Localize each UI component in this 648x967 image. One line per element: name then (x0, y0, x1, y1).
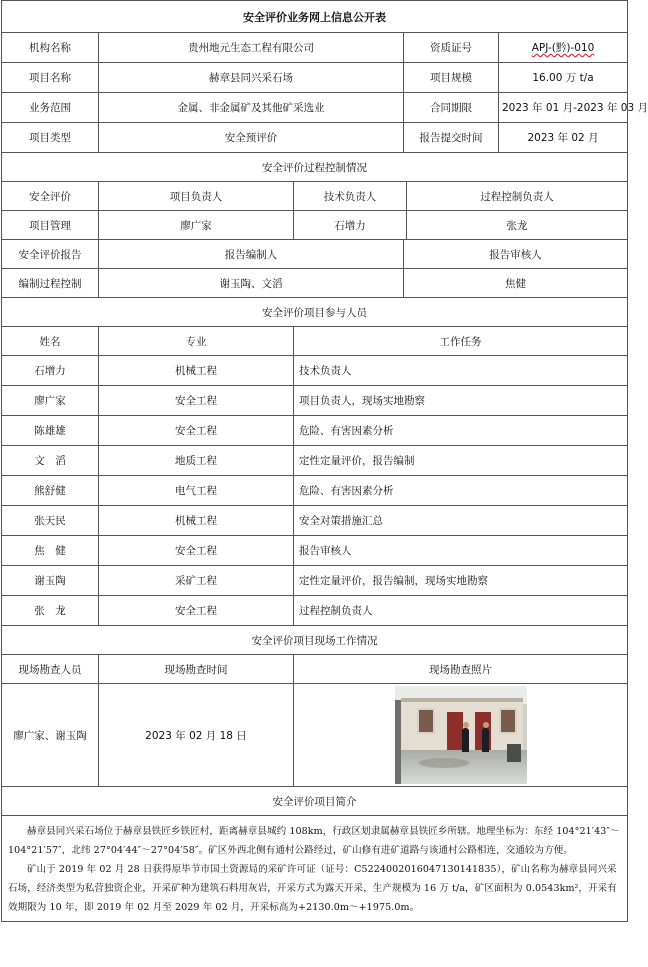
head-report-reviewer: 报告审核人 (404, 240, 628, 269)
project-value: 赫章县同兴采石场 (99, 63, 404, 93)
mgmt-label-1: 安全评价 (2, 182, 99, 211)
participant-task: 安全对策措施汇总 (294, 506, 628, 536)
head-tech-lead: 技术负责人 (294, 182, 407, 211)
period-label: 合同期限 (404, 93, 499, 123)
participant-major: 机械工程 (99, 356, 294, 386)
participant-name: 文 滔 (2, 446, 99, 476)
site-photo (395, 686, 527, 784)
scope-value: 金属、非金属矿及其他矿采选业 (99, 93, 404, 123)
val-process-lead: 张龙 (407, 211, 628, 240)
table-title: 安全评价业务网上信息公开表 (2, 1, 628, 33)
scale-label: 项目规模 (404, 63, 499, 93)
site-people: 廖广家、谢玉陶 (2, 684, 99, 787)
type-value: 安全预评价 (99, 123, 404, 153)
site-section-title: 安全评价项目现场工作情况 (2, 626, 628, 655)
org-label: 机构名称 (2, 33, 99, 63)
table-row (2, 386, 628, 416)
table-row (2, 356, 628, 386)
table-row (2, 566, 628, 596)
participant-name: 石增力 (2, 356, 99, 386)
val-report-reviewer: 焦健 (404, 269, 628, 298)
info-disclosure-page (1, 0, 648, 922)
scale-value: 16.00 万 t/a (499, 63, 628, 93)
participant-task: 报告审核人 (294, 536, 628, 566)
report-label-2: 编制过程控制 (2, 269, 99, 298)
summary-section-title: 安全评价项目简介 (2, 787, 628, 816)
disclosure-table (1, 0, 648, 922)
mgmt-label-2: 项目管理 (2, 211, 99, 240)
type-label: 项目类型 (2, 123, 99, 153)
participant-name: 谢玉陶 (2, 566, 99, 596)
participants-section-title: 安全评价项目参与人员 (2, 298, 628, 327)
participant-task: 过程控制负责人 (294, 596, 628, 626)
val-report-writer: 谢玉陶、文滔 (99, 269, 404, 298)
participant-name: 陈雄雄 (2, 416, 99, 446)
summary-paragraph-1: 赫章县同兴采石场位于赫章县铁匠乡铁匠村，距离赫章县城约 108km，行政区划隶属赫章县铁匠乡所辖。地理坐标为：东经 104°21′43″～104°21′57″，北纬 27°04′44″～27°04′58″。矿区外西北侧有通村公路经过，矿山修有进矿道路与该通村公路相连，交通较为方便。 (8, 826, 620, 856)
col-task: 工作任务 (294, 327, 628, 356)
cert-label: 资质证号 (404, 33, 499, 63)
val-tech-lead: 石增力 (294, 211, 407, 240)
process-section-title: 安全评价过程控制情况 (2, 153, 628, 182)
participant-task: 危险、有害因素分析 (294, 476, 628, 506)
col-name: 姓名 (2, 327, 99, 356)
report-label-1: 安全评价报告 (2, 240, 99, 269)
participant-task: 危险、有害因素分析 (294, 416, 628, 446)
report-time-value: 2023 年 02 月 (499, 123, 628, 153)
scope-label: 业务范围 (2, 93, 99, 123)
cert-value-text: APJ-(黔)-010 (531, 42, 595, 54)
head-project-lead: 项目负责人 (99, 182, 294, 211)
head-report-writer: 报告编制人 (99, 240, 404, 269)
org-value: 贵州地元生态工程有限公司 (99, 33, 404, 63)
participant-name: 张天民 (2, 506, 99, 536)
head-process-lead: 过程控制负责人 (407, 182, 628, 211)
table-row (2, 446, 628, 476)
participant-name: 廖广家 (2, 386, 99, 416)
participant-major: 采矿工程 (99, 566, 294, 596)
report-time-label: 报告提交时间 (404, 123, 499, 153)
participant-task: 项目负责人，现场实地勘察 (294, 386, 628, 416)
table-row (2, 596, 628, 626)
site-photo-cell (294, 684, 628, 787)
table-row (2, 506, 628, 536)
participant-task: 定性定量评价，报告编制，现场实地勘察 (294, 566, 628, 596)
site-time: 2023 年 02 月 18 日 (99, 684, 294, 787)
summary-body (2, 816, 628, 922)
participant-name: 张 龙 (2, 596, 99, 626)
participant-major: 电气工程 (99, 476, 294, 506)
participant-task: 技术负责人 (294, 356, 628, 386)
participant-major: 安全工程 (99, 416, 294, 446)
participant-major: 地质工程 (99, 446, 294, 476)
table-row (2, 536, 628, 566)
participant-major: 安全工程 (99, 596, 294, 626)
participant-name: 熊舒健 (2, 476, 99, 506)
project-label: 项目名称 (2, 63, 99, 93)
table-row (2, 476, 628, 506)
participant-major: 安全工程 (99, 536, 294, 566)
col-site-time: 现场勘查时间 (99, 655, 294, 684)
table-row (2, 416, 628, 446)
participant-task: 定性定量评价，报告编制 (294, 446, 628, 476)
col-site-photo: 现场勘查照片 (294, 655, 628, 684)
period-value: 2023 年 01 月-2023 年 03 月 (499, 93, 628, 123)
summary-paragraph-2: 矿山于 2019 年 02 月 28 日获得原毕节市国土资源局的采矿许可证（证号：C5224002016047130141835），矿山名称为赫章县同兴采石场，经济类型为私营独资企业，开采矿种为建筑石料用灰岩，开采方式为露天开采，生产规模为 16 万 t/a，矿区面积为 0.0543km²，开采有效期限为 10 年，即 2019 年 02 月至 2029 年 02 月，开采标高为+2130.0m～+1975.0m。 (8, 864, 617, 913)
cert-value (499, 33, 628, 63)
participant-major: 机械工程 (99, 506, 294, 536)
participant-name: 焦 健 (2, 536, 99, 566)
col-site-people: 现场勘查人员 (2, 655, 99, 684)
participant-major: 安全工程 (99, 386, 294, 416)
val-project-lead: 廖广家 (99, 211, 294, 240)
col-major: 专业 (99, 327, 294, 356)
